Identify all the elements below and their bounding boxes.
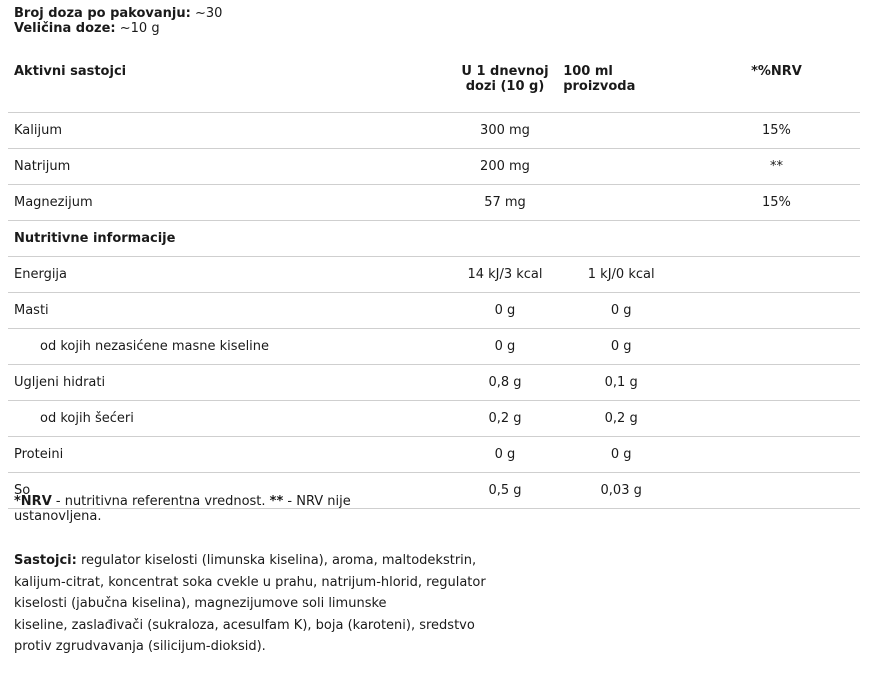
servings-label: Broj doza po pakovanju: — [14, 6, 191, 21]
dose-size-label: Veličina doze: — [14, 21, 116, 36]
dose-size-line — [14, 21, 222, 36]
table-row — [8, 365, 860, 401]
ingredients-line: kiselosti (jabučna kiselina), magnezijumove soli limunske — [14, 596, 387, 611]
nutrition-table — [8, 52, 860, 509]
row-name: Ugljeni hidrati — [8, 365, 453, 401]
header-per-dose: U 1 dnevnoj dozi (10 g) — [453, 52, 557, 113]
row-nrv — [693, 293, 860, 329]
nrv2-label: ** — [269, 494, 284, 509]
ingredients-line: kiseline, zaslađivači (sukraloza, acesulfam K), boja (karoteni), sredstvo — [14, 617, 475, 633]
ingredients-label: Sastojci: — [14, 553, 77, 568]
row-per-dose: 0,2 g — [453, 401, 557, 437]
row-nrv — [693, 401, 860, 437]
row-name: Proteini — [8, 437, 453, 473]
row-per-100ml: 0 g — [557, 437, 693, 473]
row-nrv — [693, 437, 860, 473]
row-nrv: ** — [693, 149, 860, 185]
row-nrv: 15% — [693, 113, 860, 149]
row-per-100ml: 0,1 g — [557, 365, 693, 401]
table-row — [8, 185, 860, 221]
ingredients-line: kalijum-citrat, koncentrat soka cvekle u prahu, natrijum-hlorid, regulator — [14, 574, 486, 590]
row-name: od kojih šećeri — [8, 401, 453, 437]
row-name: Magnezijum — [8, 185, 453, 221]
ingredients-line: protiv zgrudvavanja (silicijum-dioksid). — [14, 639, 266, 654]
row-name: Kalijum — [8, 113, 453, 149]
ingredients-block — [14, 550, 504, 658]
table-row — [8, 401, 860, 437]
row-nrv — [693, 329, 860, 365]
row-per-100ml — [557, 113, 693, 149]
table-header-row — [8, 52, 860, 113]
row-name: So — [8, 473, 453, 509]
header-per-100ml: 100 ml proizvoda — [557, 52, 693, 113]
row-per-dose: 0,8 g — [453, 365, 557, 401]
nrv-text: - nutritivna referentna vrednost. — [51, 494, 270, 509]
row-per-100ml: 0 g — [557, 293, 693, 329]
header-nrv: *%NRV — [693, 52, 860, 113]
row-per-100ml — [557, 149, 693, 185]
row-name: od kojih nezasićene masne kiseline — [8, 329, 453, 365]
row-per-dose: 57 mg — [453, 185, 557, 221]
row-name: Energija — [8, 257, 453, 293]
row-per-dose: 14 kJ/3 kcal — [453, 257, 557, 293]
ingredients-line: Sastojci: regulator kiselosti (limunska kiselina), aroma, maltodekstrin, — [14, 553, 477, 568]
row-per-100ml: 0,2 g — [557, 401, 693, 437]
table-row — [8, 329, 860, 365]
row-per-100ml: 0 g — [557, 329, 693, 365]
row-name: Natrijum — [8, 149, 453, 185]
row-per-100ml: 0,03 g — [557, 473, 693, 509]
header-ingredient: Aktivni sastojci — [8, 52, 453, 113]
dose-size-value: ~10 g — [119, 21, 160, 36]
nrv-footnote — [14, 494, 374, 524]
nrv-label: *NRV — [14, 494, 52, 509]
section-title: Nutritivne informacije — [8, 221, 860, 257]
nrv2-text: - NRV nije ustanovljena. — [14, 494, 351, 524]
row-nrv — [693, 473, 860, 509]
row-per-dose: 200 mg — [453, 149, 557, 185]
table-row — [8, 149, 860, 185]
row-per-100ml: 1 kJ/0 kcal — [557, 257, 693, 293]
row-per-100ml — [557, 185, 693, 221]
table-row — [8, 257, 860, 293]
table-row — [8, 437, 860, 473]
servings-line — [14, 6, 222, 21]
row-nrv — [693, 257, 860, 293]
row-per-dose: 0 g — [453, 293, 557, 329]
row-per-dose: 0 g — [453, 437, 557, 473]
row-nrv — [693, 365, 860, 401]
row-name: Masti — [8, 293, 453, 329]
row-nrv: 15% — [693, 185, 860, 221]
servings-value: ~30 — [194, 6, 223, 21]
table-row — [8, 293, 860, 329]
section-row — [8, 221, 860, 257]
row-per-dose: 0 g — [453, 329, 557, 365]
product-meta — [14, 6, 222, 36]
row-per-dose: 0,5 g — [453, 473, 557, 509]
row-per-dose: 300 mg — [453, 113, 557, 149]
table-row — [8, 113, 860, 149]
